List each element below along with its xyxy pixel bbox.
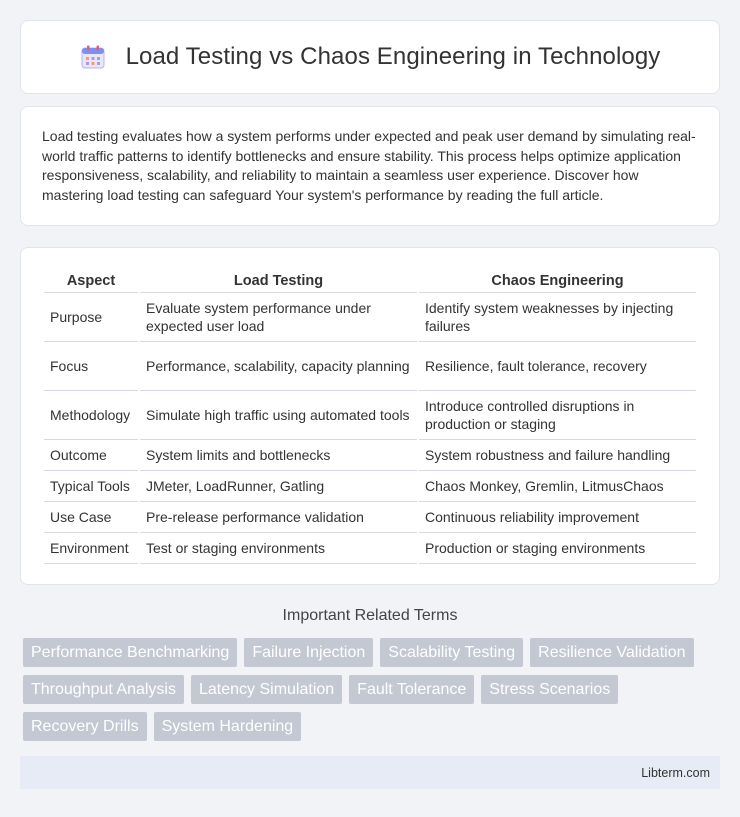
table-cell-chaos-engineering: Continuous reliability improvement	[419, 502, 696, 533]
tag-scalability-testing[interactable]: Scalability Testing	[380, 638, 523, 667]
page-title: Load Testing vs Chaos Engineering in Technology	[125, 43, 661, 70]
table-cell-aspect: Use Case	[44, 502, 138, 533]
related-terms-title: Important Related Terms	[282, 607, 458, 624]
table-cell-aspect: Purpose	[44, 293, 138, 342]
table-cell-chaos-engineering: Chaos Monkey, Gremlin, LitmusChaos	[419, 471, 696, 502]
tag-system-hardening[interactable]: System Hardening	[154, 712, 302, 741]
tag-stress-scenarios[interactable]: Stress Scenarios	[481, 675, 618, 704]
tag-resilience-validation[interactable]: Resilience Validation	[530, 638, 693, 667]
table-row	[44, 342, 696, 391]
table-row	[44, 391, 696, 440]
intro-card	[20, 106, 720, 226]
table-row	[44, 533, 696, 564]
calendar-icon	[80, 44, 106, 70]
table-cell-chaos-engineering: Introduce controlled disruptions in production or staging	[419, 391, 696, 440]
table-row	[44, 471, 696, 502]
comparison-table	[42, 268, 698, 564]
table-cell-aspect: Focus	[44, 342, 138, 391]
comparison-table-card	[20, 247, 720, 585]
table-cell-chaos-engineering: Production or staging environments	[419, 533, 696, 564]
table-row	[44, 440, 696, 471]
footer-site-link[interactable]: Libterm.com	[641, 765, 710, 780]
tag-failure-injection[interactable]: Failure Injection	[244, 638, 373, 667]
table-cell-load-testing: Performance, scalability, capacity planning	[140, 342, 417, 391]
column-header-chaos-engineering: Chaos Engineering	[419, 268, 696, 293]
table-row	[44, 293, 696, 342]
column-header-aspect: Aspect	[44, 268, 138, 293]
table-cell-aspect: Methodology	[44, 391, 138, 440]
table-cell-load-testing: Pre-release performance validation	[140, 502, 417, 533]
table-cell-aspect: Environment	[44, 533, 138, 564]
tag-throughput-analysis[interactable]: Throughput Analysis	[23, 675, 184, 704]
table-cell-chaos-engineering: Resilience, fault tolerance, recovery	[419, 342, 696, 391]
footer	[20, 756, 720, 789]
table-cell-load-testing: System limits and bottlenecks	[140, 440, 417, 471]
tag-latency-simulation[interactable]: Latency Simulation	[191, 675, 342, 704]
table-cell-load-testing: Simulate high traffic using automated tools	[140, 391, 417, 440]
related-terms-section	[0, 607, 740, 741]
table-row	[44, 502, 696, 533]
column-header-load-testing: Load Testing	[140, 268, 417, 293]
table-cell-load-testing: JMeter, LoadRunner, Gatling	[140, 471, 417, 502]
header-card	[20, 20, 720, 94]
related-terms-tags	[0, 638, 740, 741]
tag-performance-benchmarking[interactable]: Performance Benchmarking	[23, 638, 237, 667]
table-cell-chaos-engineering: Identify system weaknesses by injecting failures	[419, 293, 696, 342]
intro-text: Load testing evaluates how a system performs under expected and peak user demand by simulating real-world traffic patterns to identify bottlenecks and ensure stability. This process helps optimize application responsiveness, scalability, and reliability to maintain a seamless user experience. Discover how mastering load testing can safeguard Your system's performance by reading the full article.	[42, 128, 696, 203]
table-cell-aspect: Typical Tools	[44, 471, 138, 502]
table-header-row	[44, 268, 696, 293]
table-cell-chaos-engineering: System robustness and failure handling	[419, 440, 696, 471]
table-cell-load-testing: Evaluate system performance under expected user load	[140, 293, 417, 342]
table-cell-aspect: Outcome	[44, 440, 138, 471]
tag-recovery-drills[interactable]: Recovery Drills	[23, 712, 147, 741]
table-cell-load-testing: Test or staging environments	[140, 533, 417, 564]
tag-fault-tolerance[interactable]: Fault Tolerance	[349, 675, 474, 704]
